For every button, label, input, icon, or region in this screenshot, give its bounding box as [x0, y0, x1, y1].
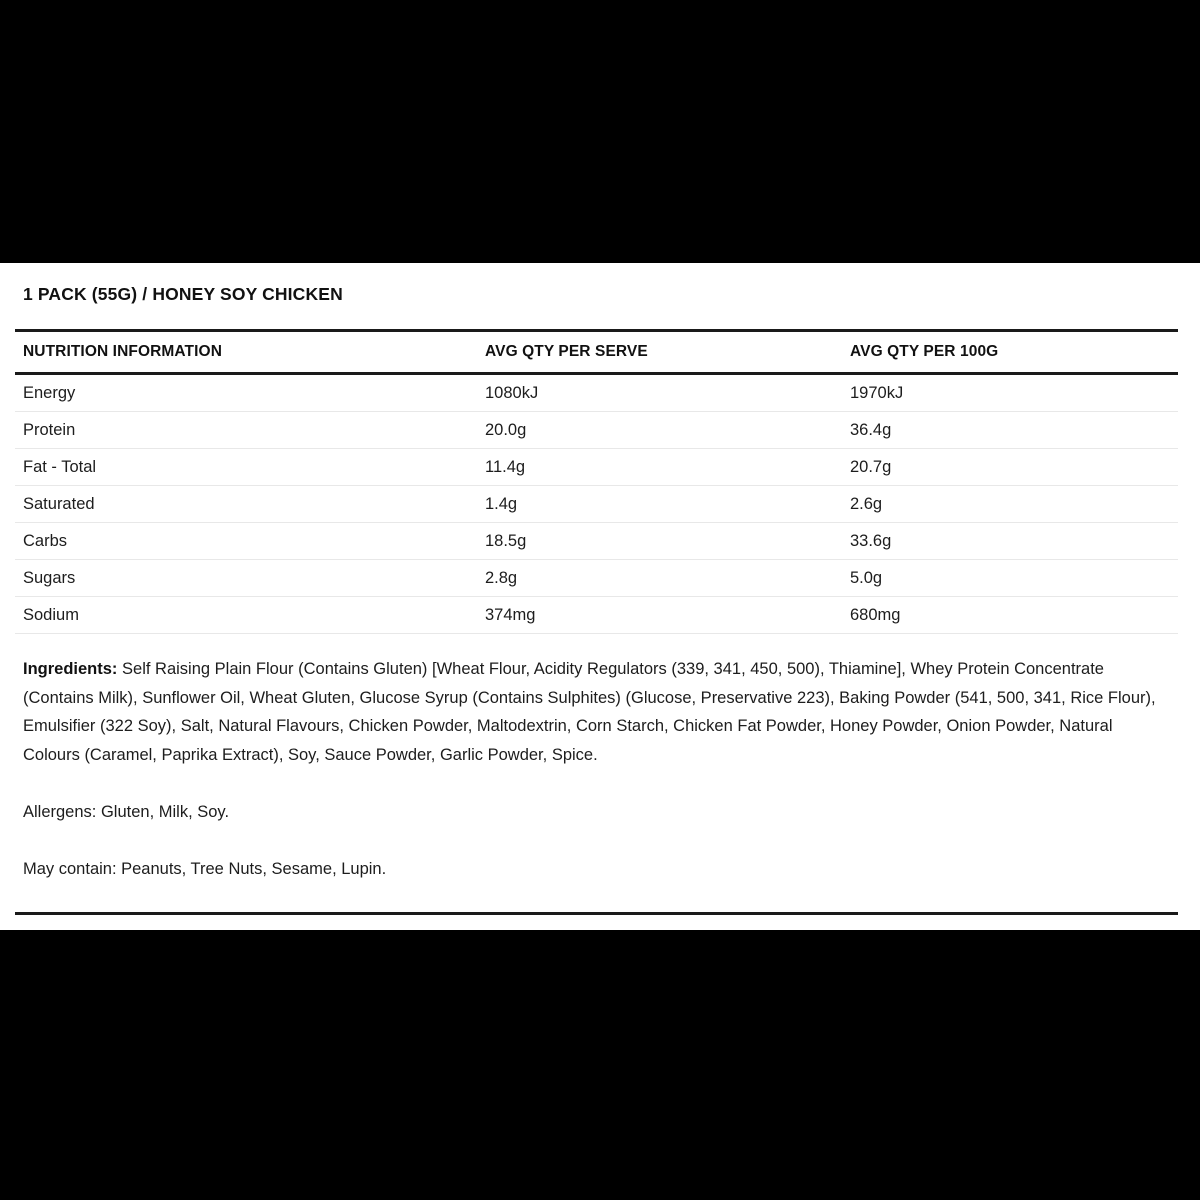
table-row — [15, 523, 1178, 560]
cell-per-serve: 1080kJ — [477, 374, 842, 412]
table-row — [15, 449, 1178, 486]
cell-per-serve: 1.4g — [477, 486, 842, 523]
column-header-per-serve: AVG QTY PER SERVE — [477, 331, 842, 374]
cell-per-100g: 5.0g — [842, 560, 1178, 597]
cell-nutrient: Saturated — [15, 486, 477, 523]
cell-per-serve: 11.4g — [477, 449, 842, 486]
table-row — [15, 486, 1178, 523]
cell-nutrient: Carbs — [15, 523, 477, 560]
cell-per-serve: 20.0g — [477, 412, 842, 449]
panel-inner — [0, 263, 1200, 915]
cell-per-100g: 20.7g — [842, 449, 1178, 486]
column-header-per-100g: AVG QTY PER 100G — [842, 331, 1178, 374]
table-header — [15, 331, 1178, 374]
cell-per-100g: 2.6g — [842, 486, 1178, 523]
ingredients-label: Ingredients: — [23, 660, 118, 678]
cell-nutrient: Fat - Total — [15, 449, 477, 486]
ingredients-block — [23, 655, 1163, 883]
may-contain-statement: May contain: Peanuts, Tree Nuts, Sesame, Lupin. — [23, 859, 387, 878]
ingredients-paragraph — [23, 655, 1163, 770]
table-body — [15, 374, 1178, 634]
cell-nutrient: Protein — [15, 412, 477, 449]
cell-per-100g: 680mg — [842, 597, 1178, 634]
cell-per-serve: 2.8g — [477, 560, 842, 597]
cell-per-serve: 374mg — [477, 597, 842, 634]
cell-nutrient: Sugars — [15, 560, 477, 597]
table-header-row — [15, 331, 1178, 374]
table-row — [15, 374, 1178, 412]
cell-nutrient: Energy — [15, 374, 477, 412]
ingredients-text: Self Raising Plain Flour (Contains Gluten) [Wheat Flour, Acidity Regulators (339, 341, 450, 500), Thiamine], Whey Protein Concentrate (Contains Milk), Sunflower Oil, Wheat Gluten, Glucose Syrup (Contains Sulphites) (Glucose, Preservative 223), Baking Powder (541, 500, 341, Rice Flour), Emulsifier (322 Soy), Salt, Natural Flavours, Chicken Powder, Maltodextrin, Corn Starch, Chicken Fat Powder, Honey Powder, Onion Powder, Natural Colours (Caramel, Paprika Extract), Soy, Sauce Powder, Garlic Powder, Spice. — [23, 660, 1156, 765]
nutrition-table — [15, 329, 1178, 634]
cell-nutrient: Sodium — [15, 597, 477, 634]
allergens-statement: Allergens: Gluten, Milk, Soy. — [23, 802, 230, 821]
closing-divider — [15, 912, 1178, 915]
cell-per-100g: 33.6g — [842, 523, 1178, 560]
column-header-nutrient: NUTRITION INFORMATION — [15, 331, 477, 374]
page-title: 1 PACK (55G) / HONEY SOY CHICKEN — [23, 284, 343, 304]
table-row — [15, 597, 1178, 634]
cell-per-100g: 1970kJ — [842, 374, 1178, 412]
cell-per-serve: 18.5g — [477, 523, 842, 560]
cell-per-100g: 36.4g — [842, 412, 1178, 449]
nutrition-panel — [0, 263, 1200, 930]
table-row — [15, 560, 1178, 597]
table-row — [15, 412, 1178, 449]
